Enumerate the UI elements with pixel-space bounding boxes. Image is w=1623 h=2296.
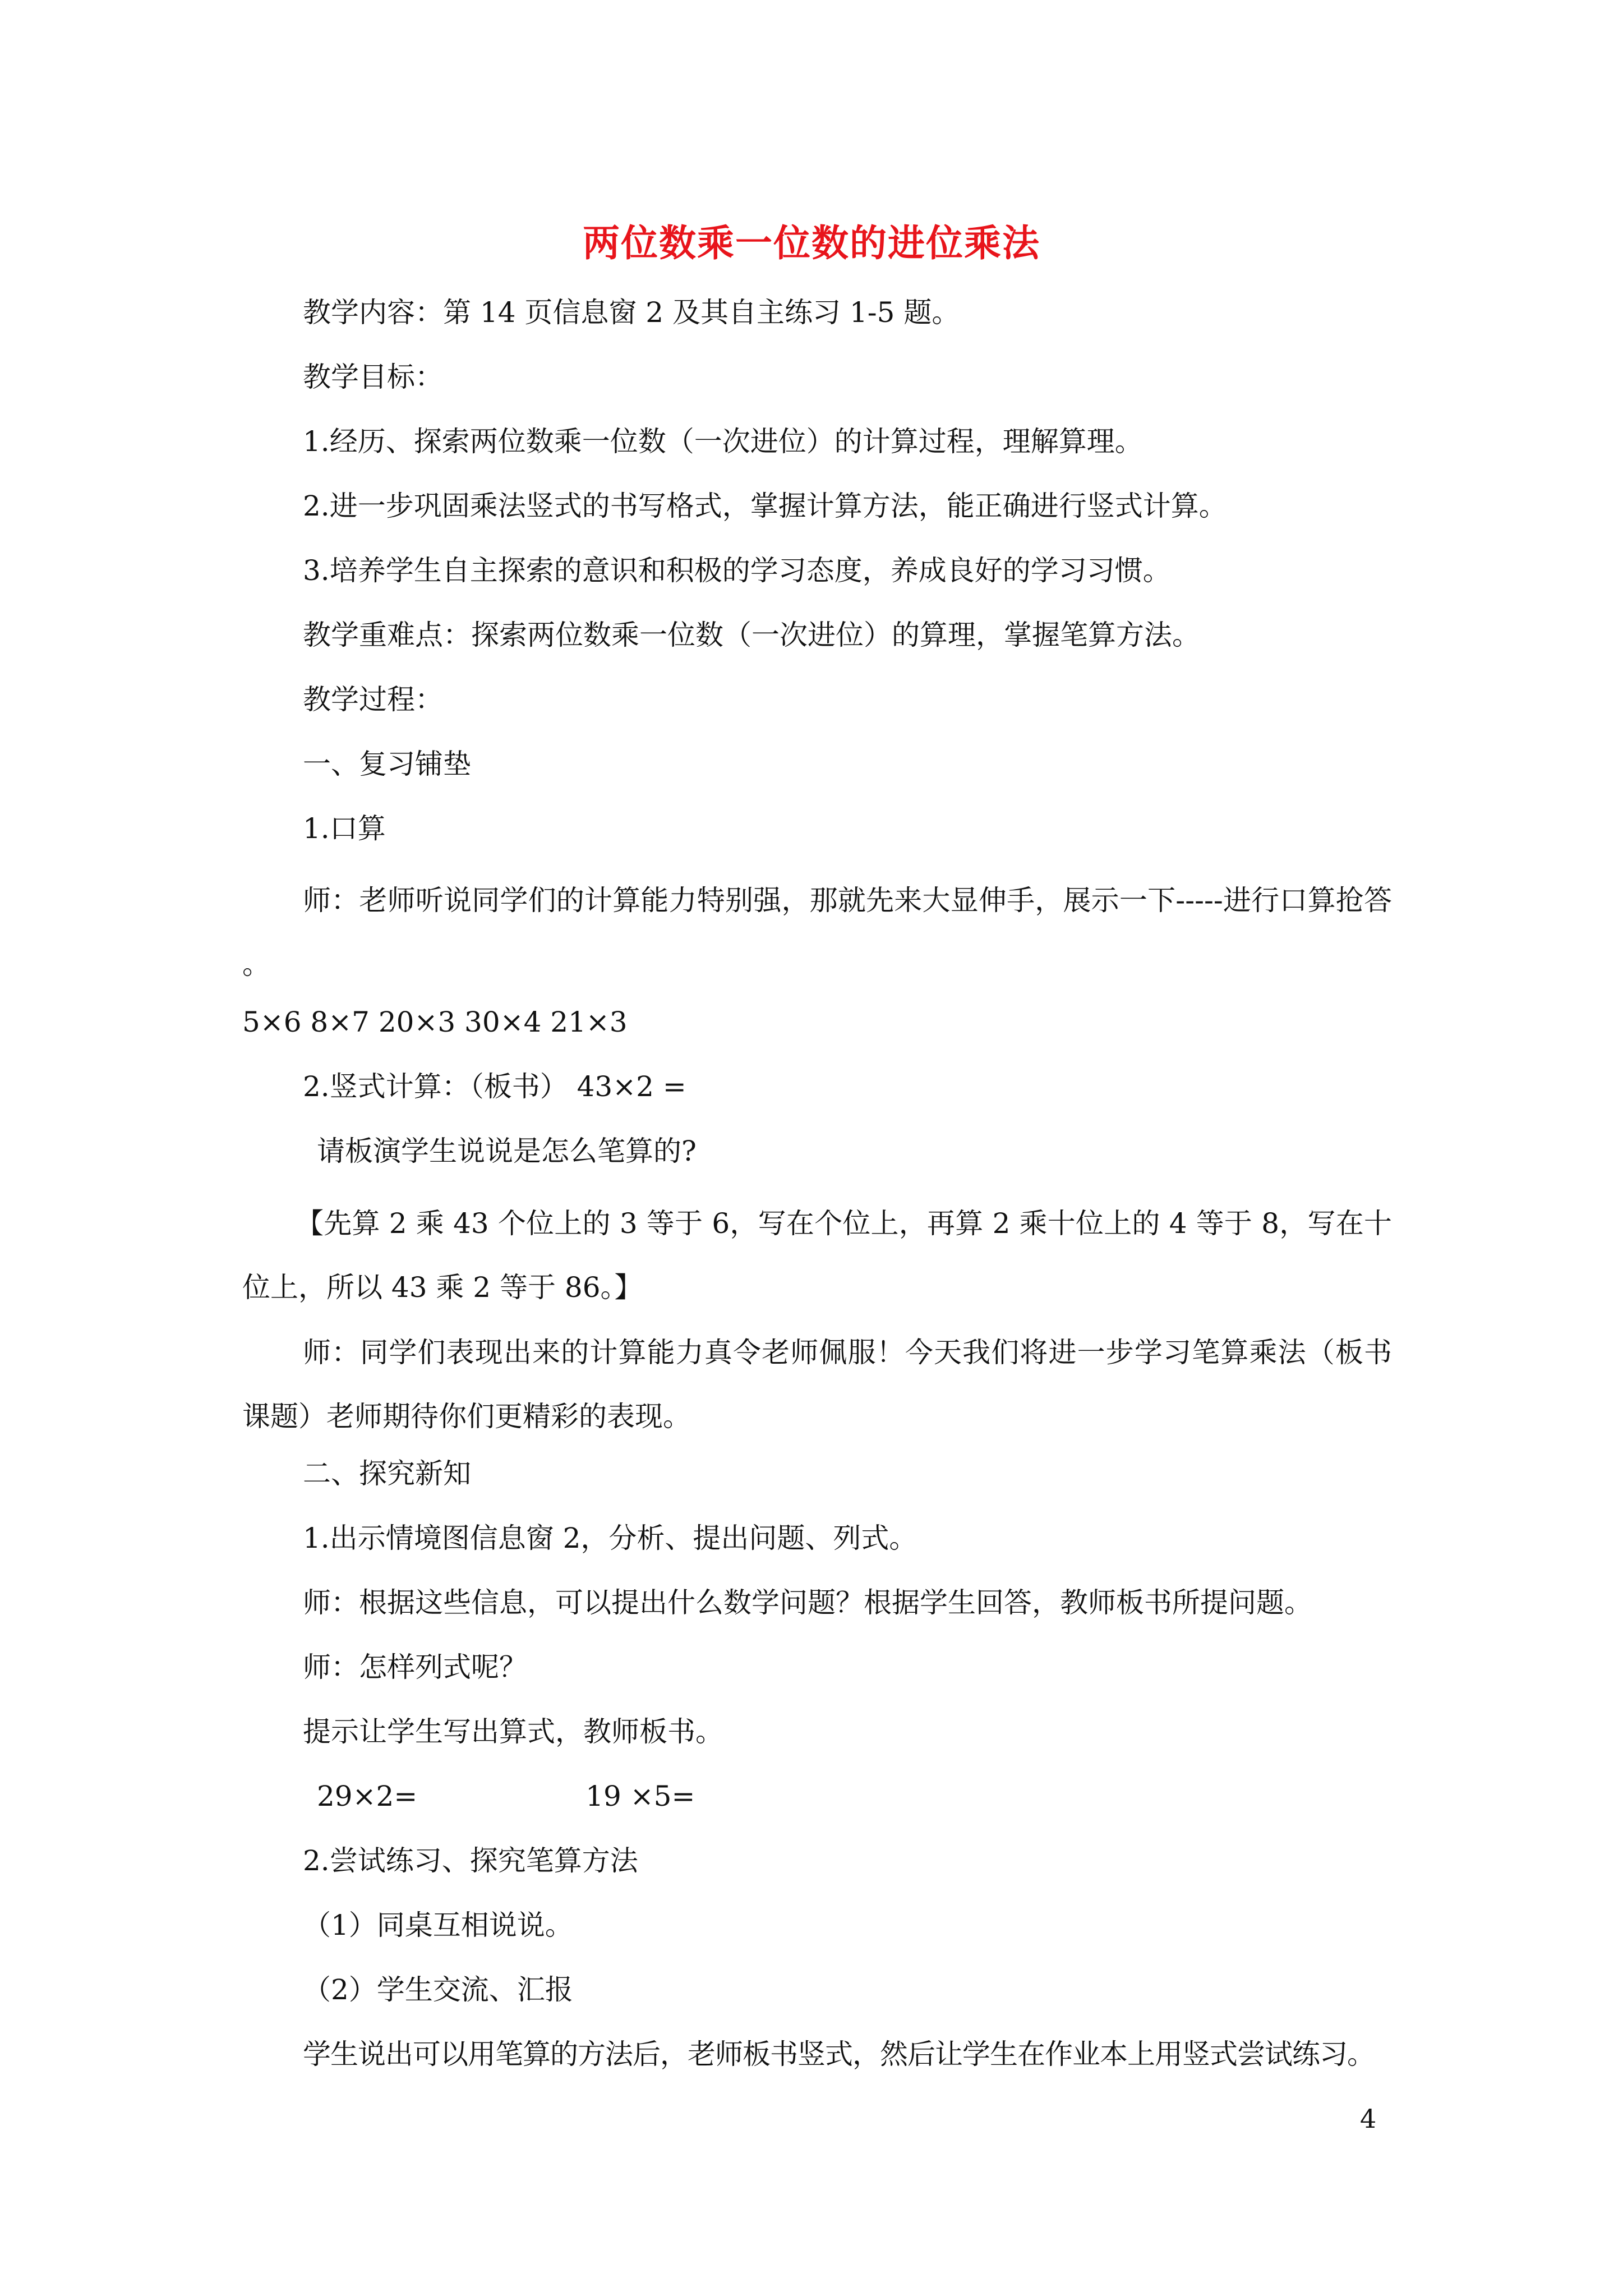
oral-calc-items: 5×6 8×7 20×3 30×4 21×3 xyxy=(242,1006,628,1038)
expression-a: 29×2= xyxy=(317,1780,418,1812)
bracket-answer: 【先算 2 乘 43 个位上的 3 等于 6，写在个位上，再算 2 乘十位上的 4 等于 8，写在十位上，所以 43 乘 2 等于 86。】 xyxy=(242,1207,1392,1304)
page-number: 4 xyxy=(1360,2104,1377,2134)
section-1-heading: 一、复习铺垫 xyxy=(303,748,471,780)
goal-3: 3.培养学生自主探索的意识和积极的学习态度，养成良好的学习习惯。 xyxy=(303,554,1171,587)
teacher-question-2: 师：怎样列式呢？ xyxy=(303,1651,527,1683)
step-1: 1.出示情境图信息窗 2，分析、提出问题、列式。 xyxy=(303,1522,917,1554)
hint-line: 提示让学生写出算式，教师板书。 xyxy=(303,1715,723,1748)
expressions-line xyxy=(317,1778,695,1814)
goal-1: 1.经历、探索两位数乘一位数（一次进位）的计算过程，理解算理。 xyxy=(303,425,1143,458)
final-line: 学生说出可以用笔算的方法后，老师板书竖式，然后让学生在作业本上用竖式尝试练习。 xyxy=(303,2038,1375,2070)
step-2: 2.尝试练习、探究笔算方法 xyxy=(303,1844,638,1877)
expression-b: 19 ×5= xyxy=(585,1780,695,1812)
document-title: 两位数乘一位数的进位乘法 xyxy=(583,221,1040,265)
sub-step-2: （2）学生交流、汇报 xyxy=(303,1973,573,2006)
teacher-paragraph-2: 师：同学们表现出来的计算能力真令老师佩服！今天我们将进一步学习笔算乘法（板书课题）老师期待你们更精彩的表现。 xyxy=(242,1336,1392,1433)
vertical-calc-line: 2.竖式计算：（板书） 43×2 = xyxy=(303,1070,686,1103)
oral-calc-heading: 1.口算 xyxy=(303,812,386,845)
sub-step-1: （1）同桌互相说说。 xyxy=(303,1909,573,1941)
ask-board-line: 请板演学生说说是怎么笔算的? xyxy=(317,1135,697,1167)
key-points: 教学重难点：探索两位数乘一位数（一次进位）的算理，掌握笔算方法。 xyxy=(303,619,1200,651)
section-2-heading: 二、探究新知 xyxy=(303,1457,471,1490)
teacher-paragraph-1: 师：老师听说同学们的计算能力特别强，那就先来大显伸手，展示一下-----进行口算抢答 。 xyxy=(242,884,1392,981)
teacher-question-1: 师：根据这些信息，可以提出什么数学问题？根据学生回答，教师板书所提问题。 xyxy=(303,1586,1312,1619)
process-heading: 教学过程： xyxy=(303,683,443,716)
teaching-content: 教学内容：第 14 页信息窗 2 及其自主练习 1-5 题。 xyxy=(303,296,960,329)
goal-2: 2.进一步巩固乘法竖式的书写格式，掌握计算方法，能正确进行竖式计算。 xyxy=(303,490,1227,522)
teaching-goals-heading: 教学目标： xyxy=(303,361,443,393)
